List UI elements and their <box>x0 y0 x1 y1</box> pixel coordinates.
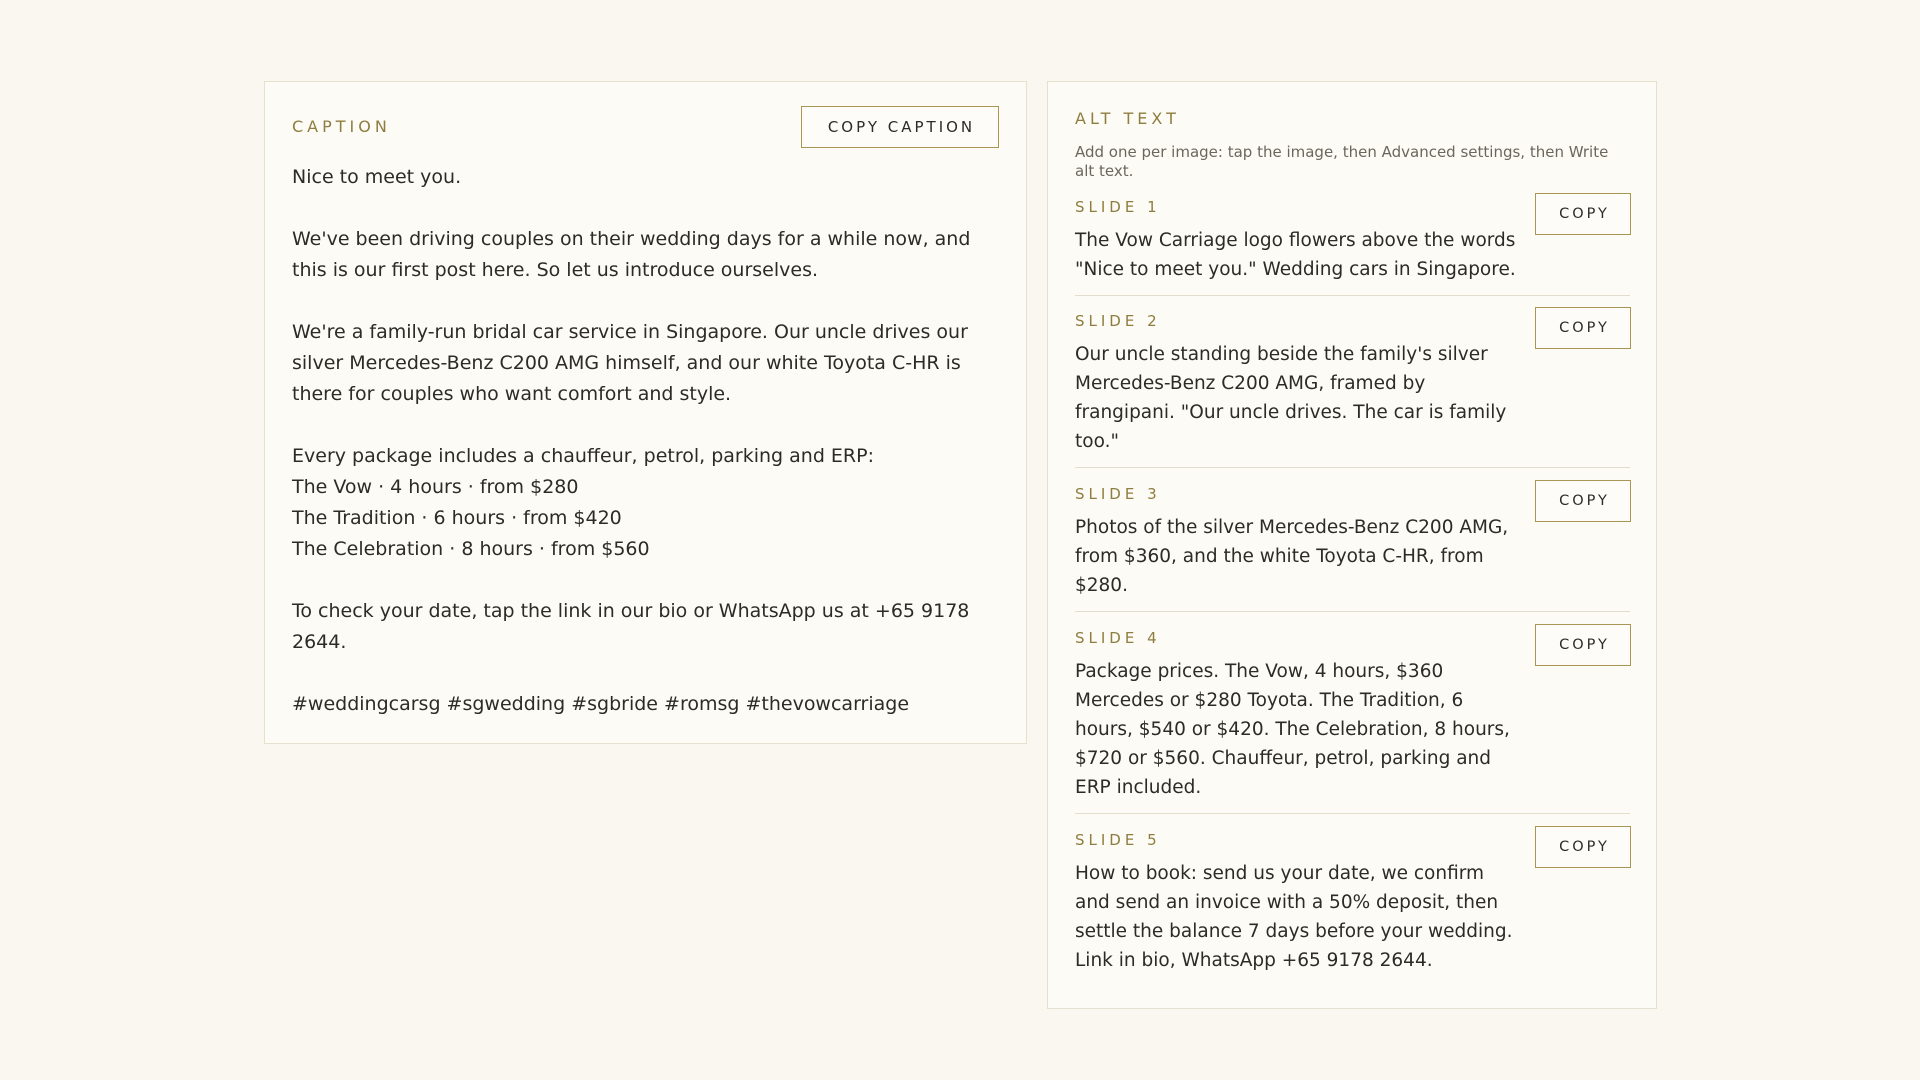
caption-hashtags: #weddingcarsg #sgwedding #sgbride #romsg #thevowcarriage <box>292 693 910 715</box>
slide-alt-text: Our uncle standing beside the family's silver Mercedes-Benz C200 AMG, framed by frangipani. "Our uncle drives. The car is family too." <box>1075 344 1507 452</box>
alt-text-panel <box>1047 81 1657 1009</box>
package-line: The Celebration · 8 hours · from $560 <box>292 538 650 560</box>
copy-caption-button[interactable]: COPY CAPTION <box>801 106 999 148</box>
slide-alt-text: Photos of the silver Mercedes-Benz C200 AMG, from $360, and the white Toyota C-HR, from $280. <box>1075 517 1509 596</box>
slide-alt-text: The Vow Carriage logo flowers above the words "Nice to meet you." Wedding cars in Singapore. <box>1075 230 1516 280</box>
slide-divider <box>1075 295 1630 296</box>
caption-greeting: Nice to meet you. <box>292 166 462 188</box>
slide-label: SLIDE 3 <box>1075 485 1161 503</box>
copy-slide-4-button[interactable]: COPY <box>1535 624 1631 666</box>
copy-slide-5-button[interactable]: COPY <box>1535 826 1631 868</box>
caption-panel <box>264 81 1027 744</box>
caption-packages <box>292 441 1000 565</box>
package-line: The Tradition · 6 hours · from $420 <box>292 507 622 529</box>
caption-about: We're a family-run bridal car service in Singapore. Our uncle drives our silver Mercedes-Benz C200 AMG himself, and our white Toyota C-HR is there for couples who want comfort and style. <box>292 321 968 405</box>
copy-slide-3-button[interactable]: COPY <box>1535 480 1631 522</box>
caption-text <box>292 162 1000 720</box>
slide-alt-text: Package prices. The Vow, 4 hours, $360 Mercedes or $280 Toyota. The Tradition, 6 hours, $540 or $420. The Celebration, 8 hours, $720 or $560. Chauffeur, petrol, parking and ERP included. <box>1075 661 1510 798</box>
caption-intro: We've been driving couples on their wedding days for a while now, and this is our first post here. So let us introduce ourselves. <box>292 228 971 281</box>
slide-divider <box>1075 467 1630 468</box>
slide-label: SLIDE 2 <box>1075 312 1161 330</box>
slide-label: SLIDE 4 <box>1075 629 1161 647</box>
slide-divider <box>1075 813 1630 814</box>
slide-divider <box>1075 611 1630 612</box>
alt-text-label: ALT TEXT <box>1075 109 1180 128</box>
alt-text-instructions: Add one per image: tap the image, then Advanced settings, then Write alt text. <box>1075 143 1609 180</box>
caption-label: CAPTION <box>292 117 391 136</box>
slide-label: SLIDE 5 <box>1075 831 1161 849</box>
copy-slide-2-button[interactable]: COPY <box>1535 307 1631 349</box>
slide-label: SLIDE 1 <box>1075 198 1161 216</box>
caption-contact: To check your date, tap the link in our bio or WhatsApp us at +65 9178 2644. <box>292 600 970 653</box>
package-line: The Vow · 4 hours · from $280 <box>292 476 579 498</box>
copy-slide-1-button[interactable]: COPY <box>1535 193 1631 235</box>
packages-intro: Every package includes a chauffeur, petrol, parking and ERP: <box>292 445 874 467</box>
slide-alt-text: How to book: send us your date, we confirm and send an invoice with a 50% deposit, then settle the balance 7 days before your wedding. Link in bio, WhatsApp +65 9178 2644. <box>1075 863 1513 971</box>
